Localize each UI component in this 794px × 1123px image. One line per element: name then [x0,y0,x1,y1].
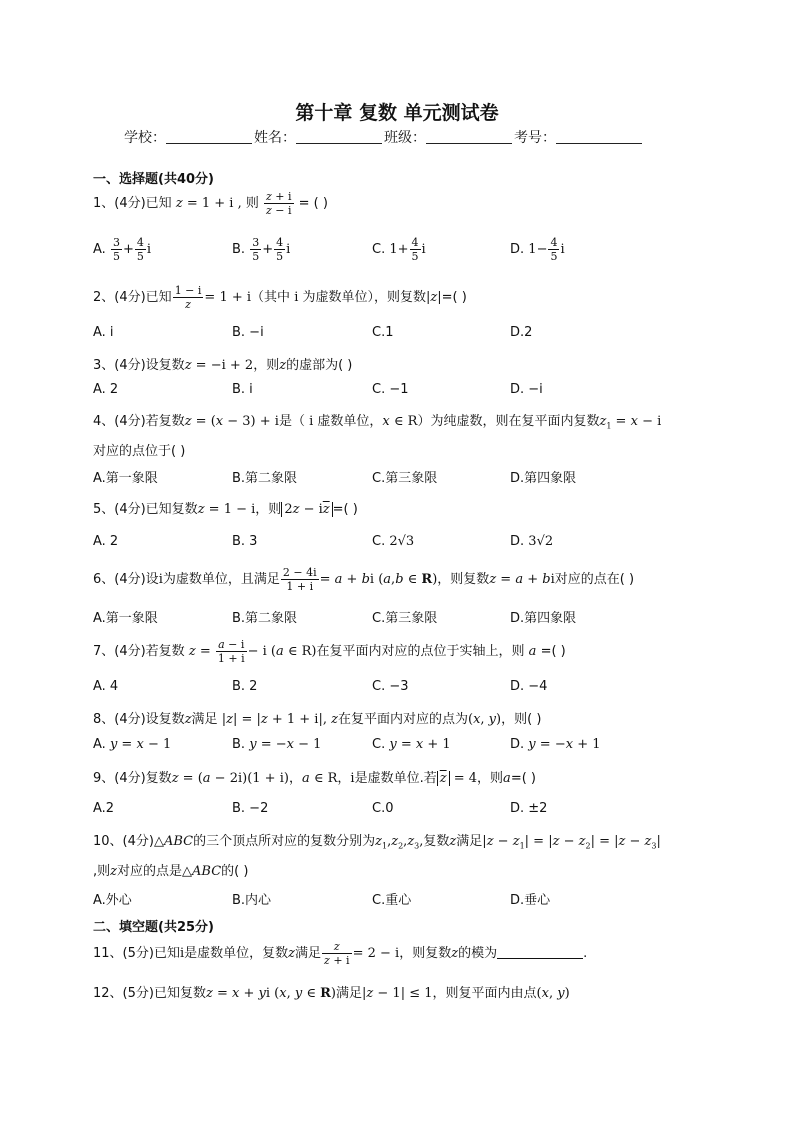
class-label: 班级： [384,130,426,146]
q2-option-b[interactable]: B. −i [232,325,264,340]
q1-option-a[interactable]: A. $\frac{3}{5}$ + $\frac{4}{5}$ i [93,236,152,263]
q6-option-b[interactable]: B.第二象限 [232,611,298,626]
q10-option-d[interactable]: D.垂心 [510,893,551,908]
q6-option-c[interactable]: C.第三象限 [372,611,438,626]
q3-option-a[interactable]: A. 2 [93,382,119,397]
name-label: 姓名： [254,130,296,146]
q5-option-c[interactable]: C. 2√3 [372,534,415,549]
question-11: 11、(5分)已知i是虚数单位，复数z满足 $\frac{z}{z + i}$ = 2 − i，则复数z的模为 . [93,940,588,967]
school-label: 学校： [124,130,166,146]
q4-option-d[interactable]: D.第四象限 [510,471,577,486]
q8-option-a[interactable]: A. y = x − 1 [93,737,172,752]
q1-option-b[interactable]: B. $\frac{3}{5}$ + $\frac{4}{5}$ i [232,236,291,263]
question-10: 10、(4分)△ABC的三个顶点所对应的复数分别为$z_1,z_2,z_3$,复数z满足$|z - z_1| = |z - z_2| = |z - z_3|$ [93,834,661,851]
question-6: 6、(4分)设i为虚数单位，且满足 $\frac{2 - 4i}{1 + i}$ = a + bi (a,b ∈ R)，则复数z = a + bi对应的点在( ) [93,566,635,593]
q10-option-a[interactable]: A.外心 [93,893,132,908]
q7-option-d[interactable]: D. −4 [510,679,548,694]
q4-option-b[interactable]: B.第二象限 [232,471,298,486]
q7-option-c[interactable]: C. −3 [372,679,409,694]
exam-number-label: 考号： [514,130,556,146]
school-blank[interactable] [166,129,252,144]
q2-option-d[interactable]: D.2 [510,325,533,340]
page-title: 第十章 复数 单元测试卷 [295,102,499,124]
q3-option-b[interactable]: B. i [232,382,253,397]
question-2: 2、(4分)已知 $\frac{1 - i}{z}$ = 1 + i（其中 i 为虚数单位），则复数|z|=( ) [93,284,467,311]
question-5: 5、(4分)已知复数z = 1 − i，则 $2z - i\overline{z}$ =( ) [93,502,358,517]
question-4: 4、(4分)若复数z = (x − 3) + i是（ i 虚数单位，x ∈ R）为纯虚数，则在复平面内复数$z_1 = x - i$ [93,414,662,431]
question-1: 1、(4分)已知 z = 1 + i , 则 $\frac{z + i}{z - i}$ = ( ) [93,190,328,217]
q8-option-d[interactable]: D. y = −x + 1 [510,737,601,752]
q7-option-b[interactable]: B. 2 [232,679,258,694]
exam-number-blank[interactable] [556,129,642,144]
question-9: 9、(4分)复数z = (a − 2i)(1 + i)，a ∈ R，i是虚数单位.若 $\overline{z} = 4$，则a=( ) [93,771,536,786]
q9-option-a[interactable]: A.2 [93,801,115,816]
q5-option-a[interactable]: A. 2 [93,534,119,549]
q2-option-c[interactable]: C.1 [372,325,394,340]
class-blank[interactable] [426,129,512,144]
question-3: 3、(4分)设复数z = −i + 2，则z的虚部为( ) [93,358,353,373]
student-info-row [124,127,644,147]
q5-option-b[interactable]: B. 3 [232,534,258,549]
question-8: 8、(4分)设复数z满足 |z| = |z + 1 + i|, z在复平面内对应的点为(x, y)，则( ) [93,712,542,727]
q6-option-d[interactable]: D.第四象限 [510,611,577,626]
section-heading-fill: 二、填空题(共25分) [93,920,214,935]
q3-option-c[interactable]: C. −1 [372,382,409,397]
q8-option-b[interactable]: B. y = −x − 1 [232,737,322,752]
question-4-line2: 对应的点位于( ) [93,444,186,459]
q1-option-d[interactable]: D. 1− $\frac{4}{5}$ i [510,236,565,263]
q10-option-b[interactable]: B.内心 [232,893,272,908]
section-heading-choice: 一、选择题(共40分) [93,172,214,187]
q6-option-a[interactable]: A.第一象限 [93,611,158,626]
q2-option-a[interactable]: A. i [93,325,114,340]
q9-option-b[interactable]: B. −2 [232,801,269,816]
q4-option-c[interactable]: C.第三象限 [372,471,438,486]
q9-option-c[interactable]: C.0 [372,801,394,816]
q7-option-a[interactable]: A. 4 [93,679,119,694]
q10-option-c[interactable]: C.重心 [372,893,412,908]
q1-option-c[interactable]: C. 1+ $\frac{4}{5}$ i [372,236,426,263]
question-10-line2: ,则z对应的点是△ABC的( ) [93,864,249,879]
question-12: 12、(5分)已知复数z = x + yi (x, y ∈ R)满足|z − 1| ≤ 1，则复平面内由点(x, y) [93,986,570,1001]
q9-option-d[interactable]: D. ±2 [510,801,548,816]
q4-option-a[interactable]: A.第一象限 [93,471,158,486]
q11-answer-blank[interactable] [497,946,583,959]
q8-option-c[interactable]: C. y = x + 1 [372,737,451,752]
q5-option-d[interactable]: D. 3√2 [510,534,554,549]
name-blank[interactable] [296,129,382,144]
q3-option-d[interactable]: D. −i [510,382,543,397]
question-7: 7、(4分)若复数 z = $\frac{a - i}{1 + i}$ − i (a ∈ R)在复平面内对应的点位于实轴上，则 a =( ) [93,638,566,665]
